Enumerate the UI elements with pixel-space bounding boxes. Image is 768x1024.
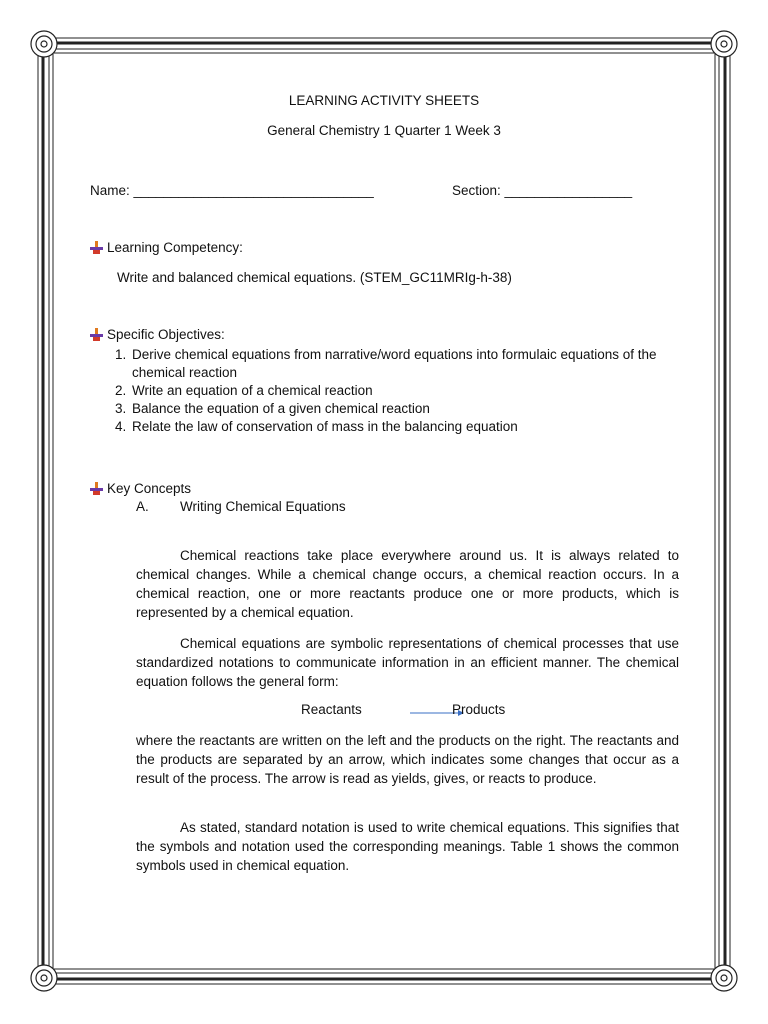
objectives-heading-label: Specific Objectives: (107, 327, 225, 342)
competency-heading (90, 240, 243, 255)
equation-reactants: Reactants (301, 702, 362, 717)
subsection-letter: A. (136, 499, 149, 514)
objectives-heading (90, 327, 225, 342)
paragraph: where the reactants are written on the left and the products on the right. The reactants and the products are separated by an arrow, which indicates some changes that occur as a result of the process. The arrow is read as yields, gives, or reacts to produce. (136, 733, 679, 786)
bullet-icon (90, 241, 103, 254)
bullet-icon (90, 328, 103, 341)
paragraph: Chemical reactions take place everywhere around us. It is always related to chemical changes. While a chemical change occurs, a chemical reaction occurs. In a chemical reaction, one or more reactants produce one or more products, which is represented by a chemical equation. (136, 548, 679, 620)
list-item: 3. Balance the equation of a given chemical reaction (130, 400, 710, 418)
key-concepts-heading-label: Key Concepts (107, 481, 192, 496)
paragraph: As stated, standard notation is used to write chemical equations. This signifies that the symbols and notation used the corresponding meanings. Table 1 shows the common symbols used in chemical equation. (136, 820, 679, 873)
paragraph: Chemical equations are symbolic representations of chemical processes that use standardized notations to communicate information in an efficient manner. The chemical equation follows the general form: (136, 636, 679, 689)
bullet-icon (90, 482, 103, 495)
document-title: LEARNING ACTIVITY SHEETS (288, 93, 480, 108)
competency-heading-label: Learning Competency: (107, 240, 243, 255)
subsection-heading (136, 499, 346, 514)
section-field: Section: _________________ (452, 183, 633, 198)
list-item: 1. Derive chemical equations from narrative/word equations into formulaic equations of the chemical reaction (130, 346, 710, 382)
key-concepts-heading (90, 481, 191, 496)
competency-text: Write and balanced chemical equations. (STEM_GC11MRIg-h-38) (117, 270, 512, 285)
objectives-list (108, 346, 710, 436)
list-item: 4. Relate the law of conservation of mass in the balancing equation (130, 418, 710, 436)
document-subtitle: General Chemistry 1 Quarter 1 Week 3 (267, 123, 501, 138)
equation-products: Products (452, 702, 506, 717)
subsection-title: Writing Chemical Equations (180, 499, 346, 514)
list-item: 2. Write an equation of a chemical reaction (130, 382, 710, 400)
name-field: Name: ________________________________ (90, 183, 374, 198)
